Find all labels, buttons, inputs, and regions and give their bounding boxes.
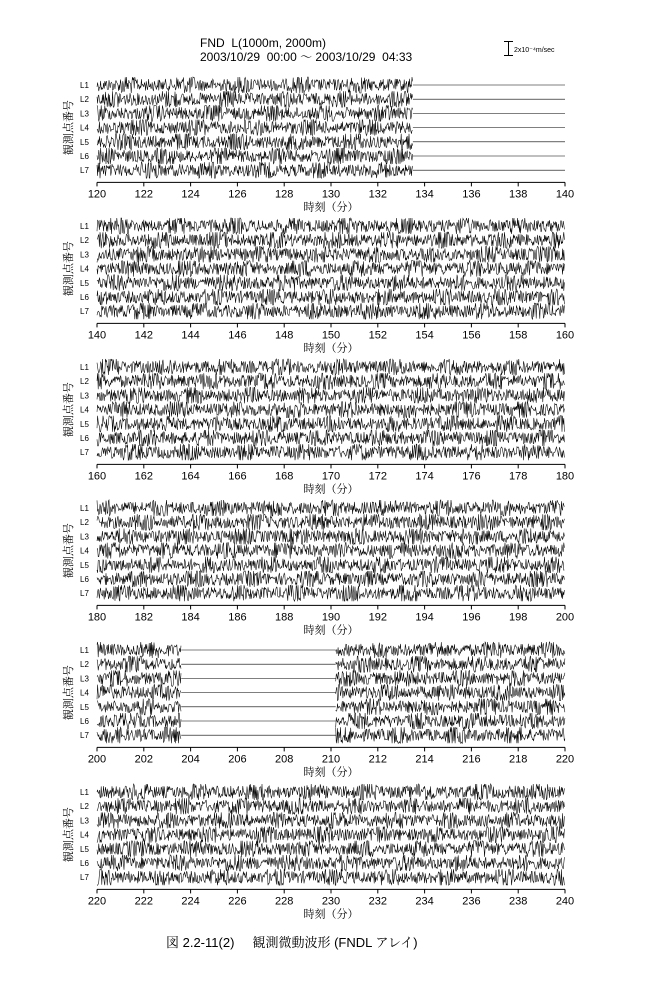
x-tick-label: 180 xyxy=(87,611,107,624)
waveform-trace xyxy=(97,303,564,319)
x-tick-label: 204 xyxy=(181,753,200,766)
x-tick-label: 152 xyxy=(368,329,387,342)
channel-label: L5 xyxy=(80,560,89,570)
waveform-trace xyxy=(97,373,564,389)
x-tick-label: 168 xyxy=(275,470,294,483)
channel-label: L3 xyxy=(80,250,89,260)
waveform-trace xyxy=(97,416,564,432)
panel-1 xyxy=(61,77,574,213)
x-tick-label: 206 xyxy=(228,753,247,766)
channel-label: L1 xyxy=(80,81,89,90)
y-axis-label: 観測点番号 xyxy=(63,100,75,156)
y-axis-label: 観測点番号 xyxy=(63,665,75,721)
x-tick-label: 164 xyxy=(181,470,200,483)
x-tick-label: 196 xyxy=(462,611,481,624)
x-tick-label: 226 xyxy=(228,895,247,908)
x-tick-label: 238 xyxy=(509,895,528,908)
x-tick-label: 190 xyxy=(321,611,341,624)
channel-label: L3 xyxy=(80,816,89,826)
x-tick-label: 198 xyxy=(509,611,528,624)
x-tick-label: 142 xyxy=(134,329,153,342)
waveform-trace xyxy=(97,387,564,403)
waveform-trace xyxy=(97,699,565,715)
channel-label: L6 xyxy=(80,434,89,443)
x-tick-label: 120 xyxy=(87,188,107,201)
x-tick-label: 200 xyxy=(555,611,575,624)
x-tick-label: 218 xyxy=(509,753,528,766)
x-tick-label: 200 xyxy=(87,753,107,766)
waveform-trace xyxy=(97,275,564,291)
x-tick-label: 132 xyxy=(368,188,387,201)
waveform-trace xyxy=(97,642,565,658)
x-tick-label: 128 xyxy=(275,188,294,201)
x-tick-label: 170 xyxy=(321,470,341,483)
x-tick-label: 176 xyxy=(462,470,481,483)
channel-label: L1 xyxy=(80,646,89,655)
waveform-trace xyxy=(97,585,564,601)
panel-2 xyxy=(61,218,574,354)
x-tick-label: 126 xyxy=(228,188,247,201)
waveform-trace xyxy=(97,105,565,121)
x-axis-label: 時刻（分） xyxy=(303,624,359,637)
waveform-trace xyxy=(97,162,565,178)
x-tick-label: 192 xyxy=(368,611,387,624)
channel-label: L7 xyxy=(80,448,89,458)
channel-label: L1 xyxy=(80,504,89,513)
channel-label: L4 xyxy=(80,123,89,133)
channel-label: L1 xyxy=(80,788,89,797)
x-tick-label: 140 xyxy=(555,188,575,201)
channel-label: L4 xyxy=(80,688,89,698)
waveform-trace xyxy=(97,444,564,460)
channel-label: L3 xyxy=(80,109,89,119)
channel-label: L1 xyxy=(80,222,89,231)
y-axis-label: 観測点番号 xyxy=(63,241,75,297)
channel-label: L7 xyxy=(80,307,89,317)
waveform-trace xyxy=(97,685,565,701)
x-tick-label: 220 xyxy=(555,753,575,766)
channel-label: L7 xyxy=(80,873,89,883)
waveform-trace xyxy=(97,869,564,885)
waveform-trace xyxy=(97,557,564,573)
channel-label: L6 xyxy=(80,859,89,868)
waveform-trace xyxy=(97,571,564,587)
waveform-trace xyxy=(97,232,564,248)
x-tick-label: 148 xyxy=(275,329,294,342)
x-tick-label: 154 xyxy=(415,329,434,342)
x-tick-label: 146 xyxy=(228,329,247,342)
chart-title: FND L(1000m, 2000m) xyxy=(200,36,327,50)
x-tick-label: 228 xyxy=(275,895,294,908)
x-tick-label: 224 xyxy=(181,895,200,908)
channel-label: L2 xyxy=(80,377,89,387)
x-tick-label: 184 xyxy=(181,611,200,624)
x-tick-label: 130 xyxy=(321,188,341,201)
channel-label: L3 xyxy=(80,532,89,542)
x-tick-label: 138 xyxy=(509,188,528,201)
waveform-trace xyxy=(97,218,564,234)
x-tick-label: 180 xyxy=(555,470,575,483)
waveform-trace xyxy=(97,246,564,262)
waveform-trace xyxy=(97,798,564,814)
channel-label: L7 xyxy=(80,731,89,741)
chart-time-range: 2003/10/29 00:00 ～ 2003/10/29 04:33 xyxy=(200,50,413,64)
waveform-trace xyxy=(97,91,565,107)
waveform-trace xyxy=(97,727,565,743)
panel-3 xyxy=(61,359,574,495)
x-tick-label: 136 xyxy=(462,188,481,201)
y-axis-label: 観測点番号 xyxy=(63,382,75,438)
waveform-trace xyxy=(97,713,565,729)
x-tick-label: 140 xyxy=(87,329,107,342)
x-tick-label: 182 xyxy=(134,611,153,624)
amplitude-scale-label: 2x10⁻⁴m/sec xyxy=(514,47,555,54)
x-tick-label: 208 xyxy=(275,753,294,766)
channel-label: L7 xyxy=(80,589,89,599)
waveform-trace xyxy=(97,134,565,150)
waveform-trace xyxy=(97,289,564,305)
waveform-trace xyxy=(97,841,564,857)
x-axis-label: 時刻（分） xyxy=(303,342,359,355)
x-tick-label: 178 xyxy=(509,470,528,483)
x-tick-label: 144 xyxy=(181,329,200,342)
waveform-trace xyxy=(97,528,564,544)
waveform-trace xyxy=(97,827,564,843)
waveform-trace xyxy=(97,784,564,800)
x-tick-label: 124 xyxy=(181,188,200,201)
x-tick-label: 230 xyxy=(321,895,341,908)
x-axis-label: 時刻（分） xyxy=(303,201,359,214)
x-tick-label: 212 xyxy=(368,753,387,766)
x-axis-label: 時刻（分） xyxy=(303,908,359,921)
x-tick-label: 186 xyxy=(228,611,247,624)
x-tick-label: 172 xyxy=(368,470,387,483)
channel-label: L3 xyxy=(80,391,89,401)
waveform-trace xyxy=(97,812,564,828)
channel-label: L7 xyxy=(80,166,89,176)
x-tick-label: 156 xyxy=(462,329,481,342)
waveform-trace xyxy=(97,670,565,686)
channel-label: L6 xyxy=(80,293,89,302)
x-tick-label: 214 xyxy=(415,753,434,766)
channel-label: L2 xyxy=(80,660,89,670)
channel-label: L2 xyxy=(80,236,89,246)
waveform-trace xyxy=(97,430,564,446)
waveform-trace xyxy=(97,402,564,418)
x-tick-label: 160 xyxy=(555,329,575,342)
x-tick-label: 220 xyxy=(87,895,107,908)
x-tick-label: 216 xyxy=(462,753,481,766)
waveform-trace xyxy=(97,359,564,375)
channel-label: L5 xyxy=(80,137,89,147)
x-tick-label: 222 xyxy=(134,895,153,908)
waveform-trace xyxy=(97,543,564,559)
x-tick-label: 234 xyxy=(415,895,434,908)
panel-4 xyxy=(61,500,574,636)
panel-5 xyxy=(61,642,574,778)
x-tick-label: 210 xyxy=(321,753,341,766)
channel-label: L2 xyxy=(80,95,89,105)
channel-label: L4 xyxy=(80,546,89,556)
y-axis-label: 観測点番号 xyxy=(63,523,75,579)
waveform-trace xyxy=(97,855,564,871)
channel-label: L1 xyxy=(80,363,89,372)
waveform-trace xyxy=(97,514,564,530)
channel-label: L6 xyxy=(80,575,89,584)
x-tick-label: 158 xyxy=(509,329,528,342)
x-tick-label: 188 xyxy=(275,611,294,624)
channel-label: L3 xyxy=(80,674,89,684)
channel-label: L2 xyxy=(80,802,89,812)
x-tick-label: 160 xyxy=(87,470,107,483)
x-axis-label: 時刻（分） xyxy=(303,483,359,496)
channel-label: L4 xyxy=(80,264,89,274)
x-tick-label: 166 xyxy=(228,470,247,483)
channel-label: L6 xyxy=(80,717,89,726)
x-tick-label: 236 xyxy=(462,895,481,908)
figure-caption: 図 2.2-11(2) 観測微動波形 (FNDL アレイ) xyxy=(166,935,418,950)
channel-label: L5 xyxy=(80,278,89,288)
panel-6 xyxy=(61,784,574,920)
x-tick-label: 174 xyxy=(415,470,434,483)
waveform-trace xyxy=(97,261,564,277)
x-tick-label: 162 xyxy=(134,470,153,483)
y-axis-label: 観測点番号 xyxy=(63,807,75,863)
channel-label: L5 xyxy=(80,844,89,854)
x-tick-label: 202 xyxy=(134,753,153,766)
x-tick-label: 232 xyxy=(368,895,387,908)
x-tick-label: 134 xyxy=(415,188,434,201)
waveform-trace xyxy=(97,120,565,136)
waveform-trace xyxy=(97,77,565,93)
waveform-trace xyxy=(97,148,565,164)
x-tick-label: 150 xyxy=(321,329,341,342)
x-tick-label: 240 xyxy=(555,895,575,908)
channel-label: L5 xyxy=(80,419,89,429)
channel-label: L5 xyxy=(80,702,89,712)
x-tick-label: 194 xyxy=(415,611,434,624)
waveform-trace xyxy=(97,656,565,672)
channel-label: L6 xyxy=(80,152,89,161)
x-tick-label: 122 xyxy=(134,188,153,201)
x-axis-label: 時刻（分） xyxy=(303,766,359,779)
channel-label: L4 xyxy=(80,405,89,415)
channel-label: L4 xyxy=(80,830,89,840)
waveform-trace xyxy=(97,500,564,516)
channel-label: L2 xyxy=(80,518,89,528)
